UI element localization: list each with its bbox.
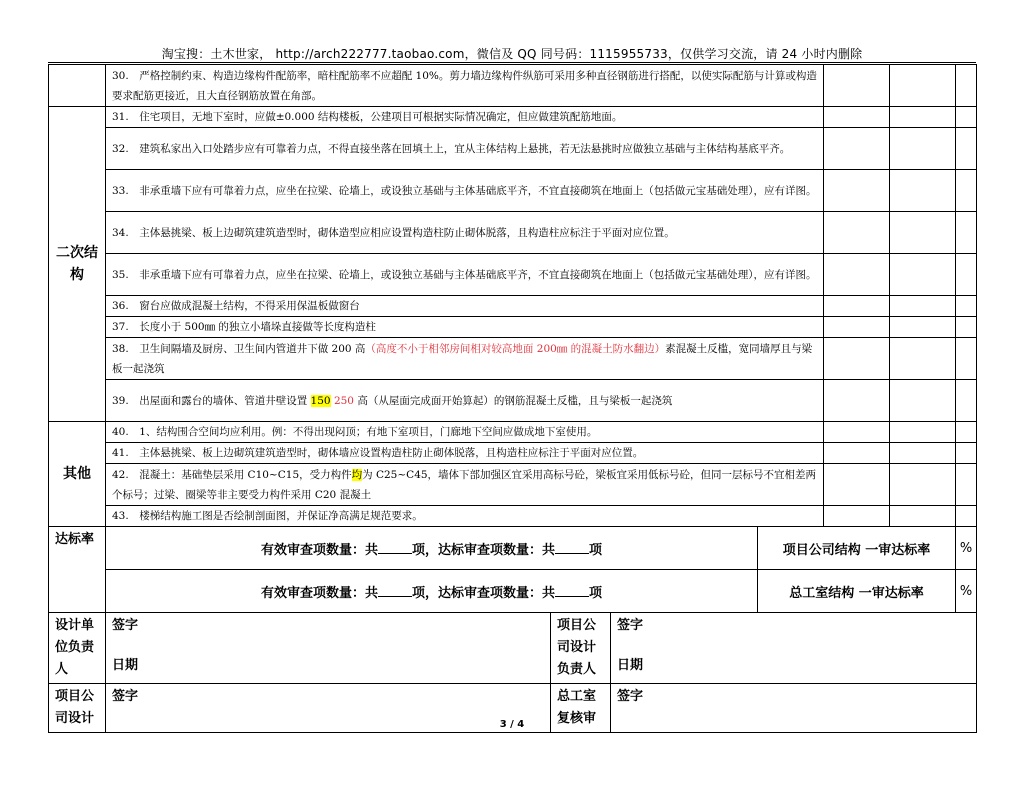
signature-row-1 [49,613,977,684]
checklist-row [49,170,977,212]
item-35: 35. 非承重墙下应有可靠着力点，应坐在拉梁、砼墙上，或设独立基础与主体基础底平齐，不宜直接砌筑在地面上（包括做元宝基础处理），应有详图。 [106,254,824,296]
chief-office-review-label: 总工室复核审 [551,684,611,733]
item-39-highlight: 150 [310,394,331,407]
category-secondary-structure: 二次结构 [49,107,106,422]
design-unit-label: 设计单位负责人 [49,613,106,684]
check-cell [824,296,890,317]
check-cell [956,65,977,107]
check-cell [890,338,956,380]
check-cell [956,443,977,464]
checklist-row [49,422,977,443]
rate-summary-1: 有效审查项数量：共 项，达标审查项数量：共 项 [106,527,758,570]
rate-percent-2[interactable]: % [956,570,977,613]
checklist-row [49,212,977,254]
item-36: 36. 窗台应做成混凝土结构，不得采用保温板做窗台 [106,296,824,317]
check-cell [956,338,977,380]
check-cell [890,380,956,422]
page-number: 3 / 4 [499,719,525,730]
check-cell [890,254,956,296]
header-rule [48,62,976,63]
checklist-row [49,464,977,506]
count-blank[interactable] [378,584,412,597]
check-cell [956,107,977,128]
count-blank[interactable] [378,541,412,554]
checklist-row [49,296,977,317]
item-39-red-value: 250 [333,394,354,407]
review-checklist-table [48,64,977,733]
item-40: 40. 1、结构围合空间均应利用。例：不得出现闷顶；有地下室项目，门廊地下空间应做成地下室使用。 [106,422,824,443]
check-cell [956,254,977,296]
check-cell [824,464,890,506]
project-company-sign-cell[interactable]: 签字 日期 [611,613,977,684]
checklist-row [49,338,977,380]
check-cell [824,254,890,296]
check-cell [890,464,956,506]
checklist-row [49,65,977,107]
item-42-highlight: 均 [351,468,363,481]
checklist-row [49,443,977,464]
check-cell [890,170,956,212]
item-38-red-note: （高度不小于相邻房间相对较高地面 200㎜ 的混凝土防水翻边） [365,342,666,355]
item-31: 31. 住宅项目，无地下室时，应做±0.000 结构楼板，公建项目可根据实际情况确定，但应做建筑配筋地面。 [106,107,824,128]
check-cell [890,212,956,254]
checklist-row [49,317,977,338]
check-cell [956,380,977,422]
page-header-text: 淘宝搜：土木世家， http://arch222777.taobao.com，微信及 QQ 同号码：1115955733，仅供学习交流，请 24 小时内删除 [161,47,863,61]
check-cell [890,107,956,128]
check-cell [890,128,956,170]
check-cell [956,422,977,443]
check-cell [824,422,890,443]
checklist-row [49,107,977,128]
item-30: 30. 严格控制约束、构造边缘构件配筋率，暗柱配筋率不应超配 10%。剪力墙边缘构件纵筋可采用多种直径钢筋进行搭配，以使实际配筋与计算或构造要求配筋更接近，且大直径钢筋放置在角部。 [106,65,824,107]
rate-label-chief-office: 总工室结构 一审达标率 [758,570,956,613]
item-33: 33. 非承重墙下应有可靠着力点，应坐在拉梁、砼墙上，或设独立基础与主体基础底平齐，不宜直接砌筑在地面上（包括做元宝基础处理），应有详图。 [106,170,824,212]
check-cell [824,128,890,170]
rate-percent-1[interactable]: % [956,527,977,570]
item-41: 41. 主体悬挑梁、板上边砌筑建筑造型时，砌体墙应设置构造柱防止砌体脱落，且构造柱应标注于平面对应位置。 [106,443,824,464]
rate-row-1 [49,527,977,570]
item-39: 39. 出屋面和露台的墙体、管道井壁设置 150 250 高（从屋面完成面开始算起）的钢筋混凝土反槛，且与梁板一起浇筑 [106,380,824,422]
check-cell [824,380,890,422]
project-company-design-lead-label: 项目公司设计负责人 [551,613,611,684]
project-company-design-label: 项目公司设计 [49,684,106,733]
checklist-row [49,380,977,422]
item-42: 42. 混凝土：基础垫层采用 C10~C15，受力构件均为 C25~C45，墙体下部加强区宜采用高标号砼，梁板宜采用低标号砼，但同一层标号不宜相差两个标号；过梁、圈梁等非主要受力构件采用 C20 混凝土 [106,464,824,506]
check-cell [824,212,890,254]
check-cell [956,506,977,527]
check-cell [890,506,956,527]
check-cell [824,65,890,107]
rate-summary-2: 有效审查项数量：共 项，达标审查项数量：共 项 [106,570,758,613]
check-cell [890,422,956,443]
item-37: 37. 长度小于 500㎜ 的独立小墙垛直接做等长度构造柱 [106,317,824,338]
checklist-row [49,128,977,170]
check-cell [890,65,956,107]
item-43: 43. 楼梯结构施工图是否绘制剖面图，并保证净高满足规范要求。 [106,506,824,527]
category-rate: 达标率 [49,527,106,613]
check-cell [890,317,956,338]
check-cell [956,212,977,254]
category-cell-empty [49,65,106,107]
check-cell [824,170,890,212]
check-cell [824,107,890,128]
check-cell [956,128,977,170]
design-unit-sign-cell[interactable]: 签字 日期 [106,613,551,684]
item-34: 34. 主体悬挑梁、板上边砌筑建筑造型时，砌体造型应相应设置构造柱防止砌体脱落，且构造柱应标注于平面对应位置。 [106,212,824,254]
check-cell [956,296,977,317]
check-cell [956,170,977,212]
rate-row-2 [49,570,977,613]
chief-office-sign-cell[interactable]: 签字 [611,684,977,733]
checklist-row [49,254,977,296]
category-other: 其他 [49,422,106,527]
item-38: 38. 卫生间隔墙及厨房、卫生间内管道井下做 200 高（高度不小于相邻房间相对较高地面 200㎜ 的混凝土防水翻边）素混凝土反槛，宽同墙厚且与梁板一起浇筑 [106,338,824,380]
check-cell [890,443,956,464]
count-blank[interactable] [555,584,589,597]
check-cell [824,317,890,338]
check-cell [890,296,956,317]
item-32: 32. 建筑私家出入口处踏步应有可靠着力点，不得直接坐落在回填土上，宜从主体结构上悬挑，若无法悬挑时应做独立基础与主体结构基底平齐。 [106,128,824,170]
count-blank[interactable] [555,541,589,554]
check-cell [824,338,890,380]
project-company-design-sign-cell[interactable]: 签字 [106,684,551,733]
rate-label-project-company: 项目公司结构 一审达标率 [758,527,956,570]
check-cell [824,506,890,527]
checklist-row [49,506,977,527]
check-cell [824,443,890,464]
check-cell [956,464,977,506]
check-cell [956,317,977,338]
